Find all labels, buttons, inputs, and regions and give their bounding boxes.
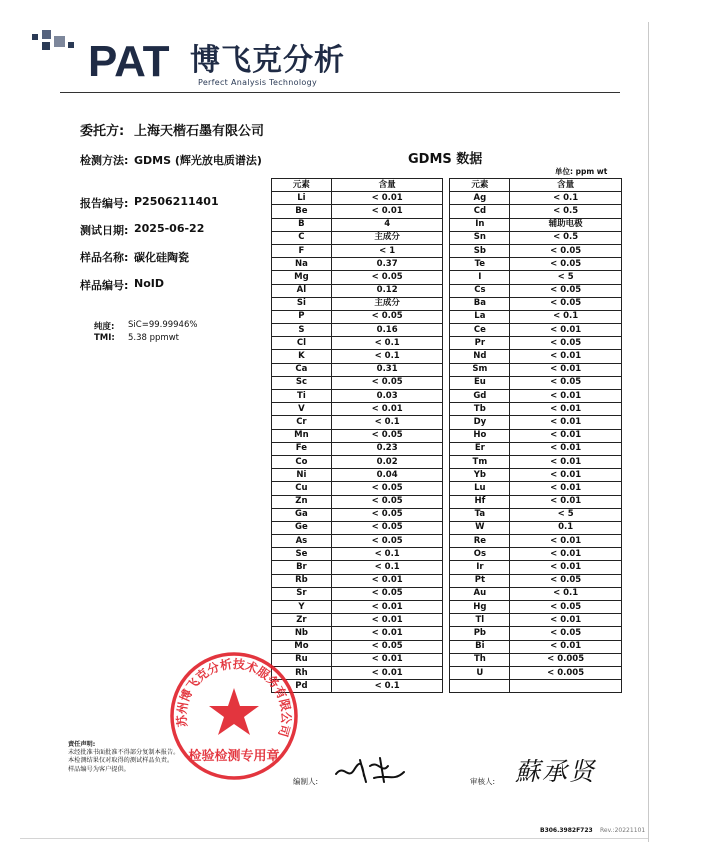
content-cell: 0.04 (331, 469, 443, 482)
element-cell: Yb (450, 469, 510, 482)
element-cell: Sn (450, 231, 510, 244)
tmi-label: TMI: (94, 333, 115, 343)
element-cell: Ag (450, 192, 510, 205)
content-cell: 0.31 (331, 363, 443, 376)
table-row (272, 469, 622, 482)
content-cell: < 0.1 (331, 561, 443, 574)
content-cell: < 0.01 (331, 574, 443, 587)
table-row (272, 390, 622, 403)
sample-no-value: NoID (134, 277, 164, 290)
content-cell: < 0.01 (510, 403, 622, 416)
column-gap (443, 455, 450, 468)
reviewer-label: 审核人: (470, 777, 496, 786)
logo-square (54, 36, 65, 47)
content-cell: < 0.01 (510, 442, 622, 455)
content-cell: < 0.05 (331, 376, 443, 389)
element-cell: Sc (272, 376, 332, 389)
element-cell: Tb (450, 403, 510, 416)
table-row (272, 640, 622, 653)
table-row (272, 310, 622, 323)
element-cell: Cd (450, 205, 510, 218)
table-row (272, 231, 622, 244)
element-cell: B (272, 218, 332, 231)
content-cell: < 0.1 (510, 192, 622, 205)
element-cell: Mo (272, 640, 332, 653)
column-gap (443, 324, 450, 337)
element-cell: Pd (272, 680, 332, 693)
content-cell: 0.23 (331, 442, 443, 455)
element-cell: C (272, 231, 332, 244)
table-row (272, 653, 622, 666)
content-cell: < 0.01 (510, 416, 622, 429)
element-cell: Pb (450, 627, 510, 640)
column-gap (443, 284, 450, 297)
content-cell: < 0.01 (510, 614, 622, 627)
content-cell: 0.03 (331, 390, 443, 403)
content-cell: 0.02 (331, 455, 443, 468)
content-cell: < 0.01 (331, 601, 443, 614)
logo-square (32, 34, 38, 40)
revision: Rev.:20221101 (600, 827, 646, 834)
element-cell: Tl (450, 614, 510, 627)
column-gap (443, 376, 450, 389)
content-cell: < 0.01 (510, 350, 622, 363)
method-value: GDMS (辉光放电质谱法) (134, 154, 262, 167)
element-cell: Mn (272, 429, 332, 442)
content-cell: < 0.01 (331, 627, 443, 640)
element-cell: Fe (272, 442, 332, 455)
content-cell: < 0.01 (510, 561, 622, 574)
element-cell: Pr (450, 337, 510, 350)
content-cell: < 0.05 (331, 508, 443, 521)
test-date-value: 2025-06-22 (134, 222, 205, 235)
table-row (272, 455, 622, 468)
report-no-value: P2506211401 (134, 195, 219, 208)
content-cell: < 0.1 (510, 587, 622, 600)
column-gap (443, 508, 450, 521)
tmi-value: 5.38 ppmwt (128, 333, 179, 343)
column-gap (443, 548, 450, 561)
content-cell: < 0.01 (510, 363, 622, 376)
gdms-data-table (271, 178, 622, 693)
column-gap (443, 192, 450, 205)
company-logo (28, 28, 348, 92)
element-cell: Gd (450, 390, 510, 403)
element-cell: Ge (272, 521, 332, 534)
table-row (272, 442, 622, 455)
content-cell: 0.12 (331, 284, 443, 297)
element-cell: Th (450, 653, 510, 666)
column-gap (443, 218, 450, 231)
content-cell: < 0.01 (510, 429, 622, 442)
table-header-row (272, 179, 622, 192)
element-cell: S (272, 324, 332, 337)
purity-value: SiC=99.99946% (128, 320, 198, 330)
column-gap (443, 205, 450, 218)
purity-label: 纯度: (94, 322, 115, 332)
column-gap (443, 680, 450, 693)
column-gap (443, 469, 450, 482)
content-cell: < 0.05 (331, 482, 443, 495)
element-cell: Os (450, 548, 510, 561)
element-cell: In (450, 218, 510, 231)
element-cell: Cr (272, 416, 332, 429)
element-cell: Li (272, 192, 332, 205)
table-row (272, 416, 622, 429)
element-cell: Ho (450, 429, 510, 442)
sample-no-label: 样品编号: (80, 279, 129, 292)
content-cell: < 0.05 (331, 310, 443, 323)
column-gap (443, 640, 450, 653)
report-no-label: 报告编号: (80, 197, 129, 210)
content-cell: < 0.1 (331, 337, 443, 350)
content-cell: < 0.05 (510, 376, 622, 389)
column-gap (443, 561, 450, 574)
element-cell: Br (272, 561, 332, 574)
document-number: B306.3982F723 (540, 827, 593, 834)
table-row (272, 508, 622, 521)
element-cell: Ca (272, 363, 332, 376)
element-cell: Al (272, 284, 332, 297)
table-row (272, 403, 622, 416)
header-element: 元素 (450, 179, 510, 192)
content-cell: < 1 (331, 244, 443, 257)
column-gap (443, 310, 450, 323)
content-cell: < 0.05 (331, 271, 443, 284)
header-content: 含量 (331, 179, 443, 192)
seal-star-icon (209, 688, 259, 735)
column-gap (443, 666, 450, 679)
column-gap (443, 442, 450, 455)
table-row (272, 521, 622, 534)
content-cell: < 5 (510, 508, 622, 521)
element-cell: Re (450, 535, 510, 548)
element-cell: Se (272, 548, 332, 561)
column-gap (443, 390, 450, 403)
table-row (272, 680, 622, 693)
element-cell: Ba (450, 297, 510, 310)
element-cell: Tm (450, 455, 510, 468)
seal-inner-text: 检验检测专用章 (188, 749, 280, 764)
content-cell: < 0.01 (331, 653, 443, 666)
content-cell: < 0.05 (331, 495, 443, 508)
column-gap (443, 350, 450, 363)
element-cell: Pt (450, 574, 510, 587)
table-row (272, 376, 622, 389)
table-row (272, 271, 622, 284)
table-row (272, 482, 622, 495)
gdms-title: GDMS 数据 (408, 152, 483, 167)
header-content: 含量 (510, 179, 622, 192)
content-cell: < 0.05 (510, 284, 622, 297)
logo-square (68, 42, 74, 48)
column-gap (443, 587, 450, 600)
column-gap (443, 231, 450, 244)
client-value: 上海天楷石墨有限公司 (134, 124, 265, 139)
client-label: 委托方: (80, 124, 125, 139)
content-cell: 4 (331, 218, 443, 231)
method-label: 检测方法: (80, 154, 129, 167)
element-cell: Ti (272, 390, 332, 403)
disclaimer-title: 责任声明: (68, 741, 96, 748)
content-cell: < 0.01 (510, 324, 622, 337)
content-cell: < 0.05 (510, 627, 622, 640)
content-cell: < 0.1 (331, 548, 443, 561)
logo-square (42, 42, 50, 50)
column-gap (443, 429, 450, 442)
table-row (272, 258, 622, 271)
element-cell: Sr (272, 587, 332, 600)
table-row (272, 192, 622, 205)
official-seal (168, 650, 300, 782)
header-divider (60, 92, 620, 93)
header-element: 元素 (272, 179, 332, 192)
content-cell: 主成分 (331, 297, 443, 310)
element-cell: K (272, 350, 332, 363)
table-row (272, 284, 622, 297)
table-row (272, 350, 622, 363)
column-gap (443, 337, 450, 350)
content-cell: < 0.5 (510, 205, 622, 218)
column-gap (443, 271, 450, 284)
disclaimer-line: 本检测结果仅对取得的测试样品负责。 (68, 757, 174, 765)
element-cell: Cl (272, 337, 332, 350)
content-cell: < 0.05 (331, 535, 443, 548)
table-row (272, 495, 622, 508)
column-gap (443, 482, 450, 495)
element-cell: Ru (272, 653, 332, 666)
logo-english-name: Perfect Analysis Technology (198, 78, 317, 87)
element-cell: V (272, 403, 332, 416)
editor-label: 编制人: (293, 777, 319, 786)
element-cell: Ta (450, 508, 510, 521)
element-cell: Sb (450, 244, 510, 257)
content-cell: < 0.01 (510, 482, 622, 495)
element-cell: Y (272, 601, 332, 614)
column-gap (443, 574, 450, 587)
column-gap (443, 535, 450, 548)
content-cell: < 0.05 (510, 574, 622, 587)
element-cell: U (450, 666, 510, 679)
table-row (272, 218, 622, 231)
table-row (272, 429, 622, 442)
element-cell: As (272, 535, 332, 548)
column-gap (443, 627, 450, 640)
table-row (272, 244, 622, 257)
column-gap (443, 601, 450, 614)
page-bottom-edge (20, 838, 648, 839)
table-row (272, 337, 622, 350)
table-row (272, 561, 622, 574)
content-cell: < 0.05 (331, 429, 443, 442)
table-row (272, 587, 622, 600)
content-cell: < 0.01 (510, 495, 622, 508)
unit-label: 单位: ppm wt (555, 167, 608, 176)
test-date-label: 测试日期: (80, 224, 129, 237)
element-cell: F (272, 244, 332, 257)
element-cell: Hf (450, 495, 510, 508)
table-row (272, 627, 622, 640)
element-cell: Mg (272, 271, 332, 284)
column-gap (443, 179, 450, 192)
element-cell: Te (450, 258, 510, 271)
element-cell: I (450, 271, 510, 284)
element-cell: Ni (272, 469, 332, 482)
content-cell: < 0.01 (331, 192, 443, 205)
logo-square (42, 30, 51, 39)
content-cell: < 0.1 (331, 350, 443, 363)
content-cell: < 0.05 (331, 521, 443, 534)
content-cell: < 0.005 (510, 666, 622, 679)
element-cell: Be (272, 205, 332, 218)
content-cell: < 0.01 (331, 403, 443, 416)
element-cell: Nb (272, 627, 332, 640)
table-row (272, 535, 622, 548)
column-gap (443, 653, 450, 666)
content-cell: 主成分 (331, 231, 443, 244)
sample-name-label: 样品名称: (80, 251, 129, 264)
content-cell: < 0.01 (331, 205, 443, 218)
element-cell: Rh (272, 666, 332, 679)
column-gap (443, 521, 450, 534)
column-gap (443, 297, 450, 310)
element-cell: La (450, 310, 510, 323)
disclaimer-line: 样品编号为客户提供。 (68, 765, 130, 773)
content-cell: < 0.01 (510, 535, 622, 548)
content-cell: < 0.05 (510, 601, 622, 614)
content-cell: < 0.01 (510, 469, 622, 482)
column-gap (443, 614, 450, 627)
content-cell: < 5 (510, 271, 622, 284)
element-cell: Zn (272, 495, 332, 508)
column-gap (443, 244, 450, 257)
content-cell: < 0.5 (510, 231, 622, 244)
content-cell: < 0.05 (510, 297, 622, 310)
table-row (272, 297, 622, 310)
content-cell: 0.16 (331, 324, 443, 337)
element-cell: Hg (450, 601, 510, 614)
element-cell: Na (272, 258, 332, 271)
content-cell: < 0.1 (331, 680, 443, 693)
content-cell: 辅助电极 (510, 218, 622, 231)
content-cell (510, 680, 622, 693)
content-cell: 0.1 (510, 521, 622, 534)
disclaimer-line: 未经批准书面批准不得部分复制本报告。 (68, 749, 180, 757)
column-gap (443, 416, 450, 429)
table-row (272, 363, 622, 376)
element-cell: Ce (450, 324, 510, 337)
reviewer-signature: 蘇承贤 (515, 757, 597, 786)
content-cell: < 0.05 (331, 640, 443, 653)
content-cell: < 0.01 (331, 614, 443, 627)
element-cell: Ga (272, 508, 332, 521)
element-cell: Cu (272, 482, 332, 495)
table-row (272, 324, 622, 337)
content-cell: < 0.05 (510, 244, 622, 257)
element-cell: W (450, 521, 510, 534)
sample-name-value: 碳化硅陶瓷 (134, 251, 189, 264)
content-cell: < 0.01 (510, 640, 622, 653)
table-row (272, 548, 622, 561)
content-cell: 0.37 (331, 258, 443, 271)
content-cell: < 0.05 (510, 337, 622, 350)
element-cell: Zr (272, 614, 332, 627)
element-cell: Co (272, 455, 332, 468)
content-cell: < 0.01 (510, 455, 622, 468)
element-cell: Er (450, 442, 510, 455)
content-cell: < 0.01 (510, 548, 622, 561)
disclaimer (68, 741, 179, 774)
content-cell: < 0.01 (510, 390, 622, 403)
element-cell: Ir (450, 561, 510, 574)
content-cell: < 0.05 (510, 258, 622, 271)
table-row (272, 205, 622, 218)
column-gap (443, 363, 450, 376)
content-cell: < 0.05 (331, 587, 443, 600)
element-cell: Cs (450, 284, 510, 297)
content-cell: < 0.1 (331, 416, 443, 429)
element-cell: Nd (450, 350, 510, 363)
content-cell: < 0.1 (510, 310, 622, 323)
element-cell: Au (450, 587, 510, 600)
element-cell: Bi (450, 640, 510, 653)
element-cell: Dy (450, 416, 510, 429)
element-cell: Lu (450, 482, 510, 495)
table-row (272, 614, 622, 627)
column-gap (443, 403, 450, 416)
table-row (272, 666, 622, 679)
content-cell: < 0.01 (331, 666, 443, 679)
element-cell: Eu (450, 376, 510, 389)
editor-signature (330, 752, 410, 788)
element-cell: Sm (450, 363, 510, 376)
element-cell: Si (272, 297, 332, 310)
seal-outer-text: 苏州博飞克分析技术服务有限公司 (174, 656, 294, 739)
element-cell: P (272, 310, 332, 323)
logo-chinese-name: 博飞克分析 (190, 43, 345, 78)
column-gap (443, 495, 450, 508)
column-gap (443, 258, 450, 271)
content-cell: < 0.005 (510, 653, 622, 666)
element-cell (450, 680, 510, 693)
logo-brand: PAT (88, 37, 170, 86)
element-cell: Rb (272, 574, 332, 587)
table-row (272, 601, 622, 614)
table-row (272, 574, 622, 587)
